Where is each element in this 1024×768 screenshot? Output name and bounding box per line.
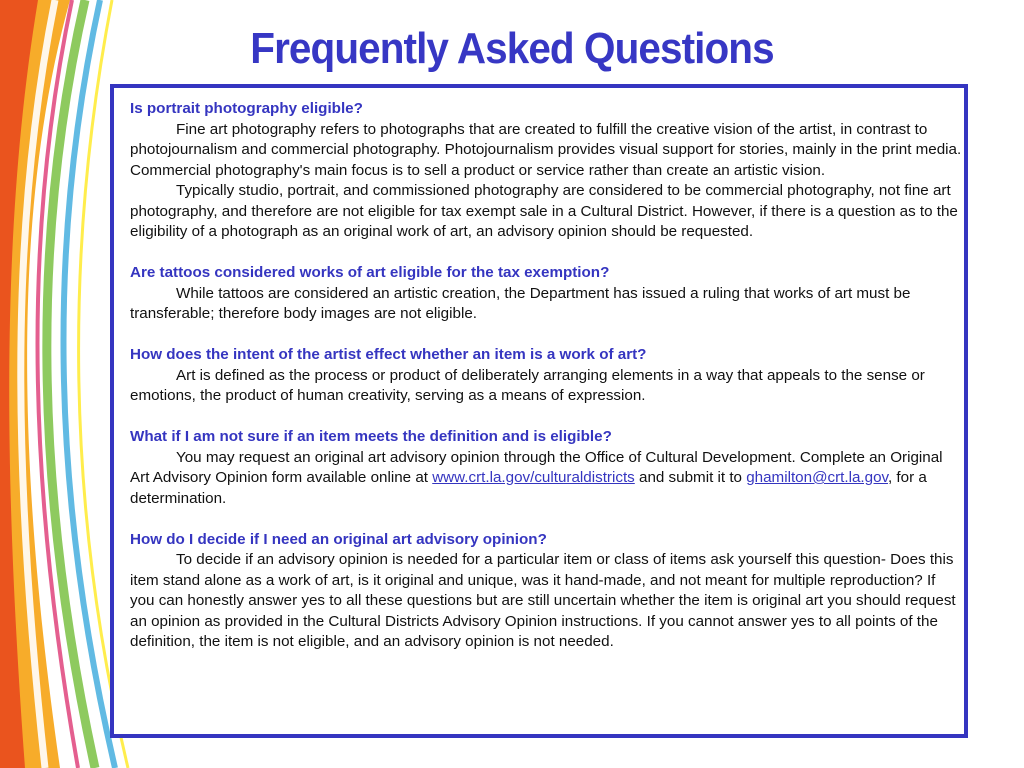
faq-item bbox=[130, 530, 962, 653]
faq-item bbox=[130, 345, 962, 407]
faq-answer-paragraph: To decide if an advisory opinion is needed for a particular item or class of items ask yourself this question- Does this item stand alone as a work of art, is it original and unique, was it hand-made, and not meant for multiple reproduction? If you can honestly answer yes to all these questions but are still uncertain whether the item is original art you should request an opinion as provided in the Cultural Districts Advisory Opinion instructions. If you cannot answer yes to all points of the definition, the item is not eligible, and an advisory opinion is not needed. bbox=[130, 551, 956, 650]
faq-answer-paragraph bbox=[130, 448, 962, 510]
answer-text: and submit it to bbox=[634, 469, 747, 486]
page-title: Frequently Asked Questions bbox=[250, 24, 774, 73]
faq-answer-paragraph: Art is defined as the process or product of deliberately arranging elements in a way that appeals to the sense or emotions, the product of human creativity, serving as a means of expression. bbox=[130, 366, 925, 404]
answer-text: You may request an original art advisory opinion through the Office of Cultural Development. Complete an Original Art Advisory Opinion form available online at bbox=[130, 448, 943, 486]
answer-text: , for a determination. bbox=[130, 469, 927, 507]
faq-item bbox=[130, 427, 962, 509]
faq-question: Is portrait photography eligible? bbox=[130, 100, 363, 117]
faq-question: What if I am not sure if an item meets the definition and is eligible? bbox=[130, 428, 612, 445]
cultural-districts-link[interactable]: www.crt.la.gov/culturaldistricts bbox=[432, 469, 635, 486]
faq-item bbox=[130, 263, 962, 325]
faq-question: How does the intent of the artist effect whether an item is a work of art? bbox=[130, 346, 647, 363]
email-link[interactable]: ghamilton@crt.la.gov bbox=[746, 469, 888, 486]
faq-question: Are tattoos considered works of art eligible for the tax exemption? bbox=[130, 264, 610, 281]
faq-answer-paragraph: Typically studio, portrait, and commissioned photography are considered to be commercial photography, not fine art photography, and therefore are not eligible for tax exempt sale in a Cultural District. However, if there is a question as to the eligibility of a photograph as an original work of art, an advisory opinion should be requested. bbox=[130, 182, 958, 240]
faq-item bbox=[130, 99, 962, 243]
faq-answer-paragraph: Fine art photography refers to photographs that are created to fulfill the creative vision of the artist, in contrast to photojournalism and commercial photography. Photojournalism provides visual support for stories, mainly in the print media. Commercial photography's main focus is to sell a product or service rather than create an artistic vision. bbox=[130, 120, 962, 179]
faq-question: How do I decide if I need an original art advisory opinion? bbox=[130, 530, 547, 548]
faq-list bbox=[130, 99, 962, 673]
faq-answer-paragraph: While tattoos are considered an artistic creation, the Department has issued a ruling that works of art must be transferable; therefore body images are not eligible. bbox=[130, 284, 911, 322]
